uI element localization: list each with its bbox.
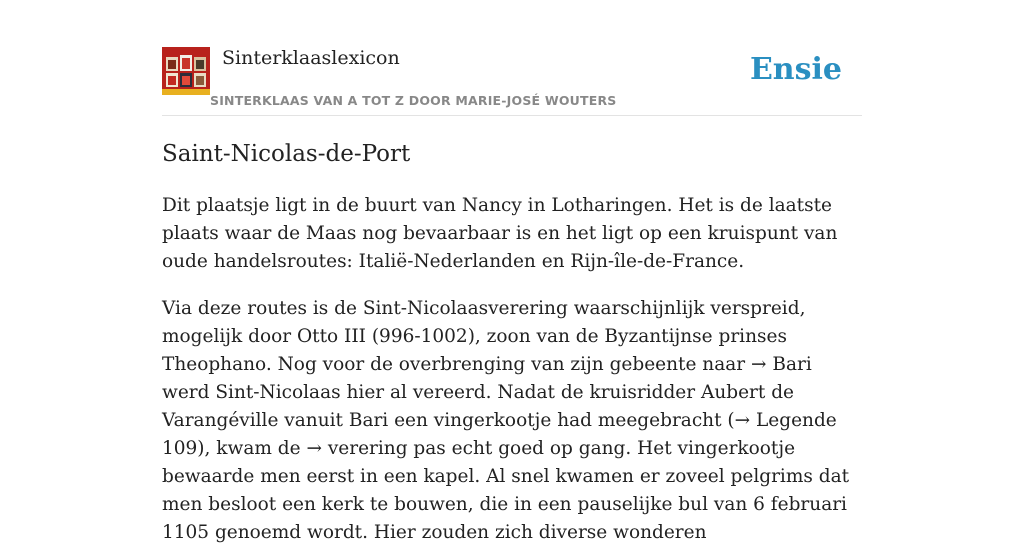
article-paragraph-1: Dit plaatsje ligt in de buurt van Nancy in Lotharingen. Het is de laatste plaats waar de Maas nog bevaarbaar is en het ligt op een kruispunt van oude handelsroutes: Italië-Nederlanden en Rijn-île-de-France. — [162, 195, 838, 272]
site-header — [162, 0, 862, 116]
article-paragraph-2: Via deze routes is de Sint-Nicolaasverering waarschijnlijk verspreid, mogelijk door Otto III (996-1002), zoon van de Byzantijnse prinses Theophano. Nog voor de overbrenging van zijn gebeente naar → Bari werd Sint-Nicolaas hier al vereerd. Nadat de kruisridder Aubert de Varangéville vanuit Bari een vingerkootje had meegebracht (→ Legende 109), kwam de → verering pas echt goed op gang. Het vingerkootje bewaarde men eerst in een kapel. Al snel kwamen er zoveel pelgrims dat men besloot een kerk te bouwen, die in een pauselijke bul van 6 februari 1105 genoemd wordt. Hier zouden zich diverse wonderen — [162, 298, 850, 543]
site-subtitle: SINTERKLAAS VAN A TOT Z DOOR MARIE-JOSÉ WOUTERS — [210, 93, 617, 108]
article-title: Saint-Nicolas-de-Port — [162, 141, 411, 167]
content-column — [162, 0, 862, 543]
lexicon-collage-icon — [162, 47, 210, 95]
brand-logo[interactable]: Ensie — [749, 52, 842, 87]
avatar[interactable] — [162, 47, 210, 95]
site-title[interactable]: Sinterklaaslexicon — [222, 47, 400, 69]
